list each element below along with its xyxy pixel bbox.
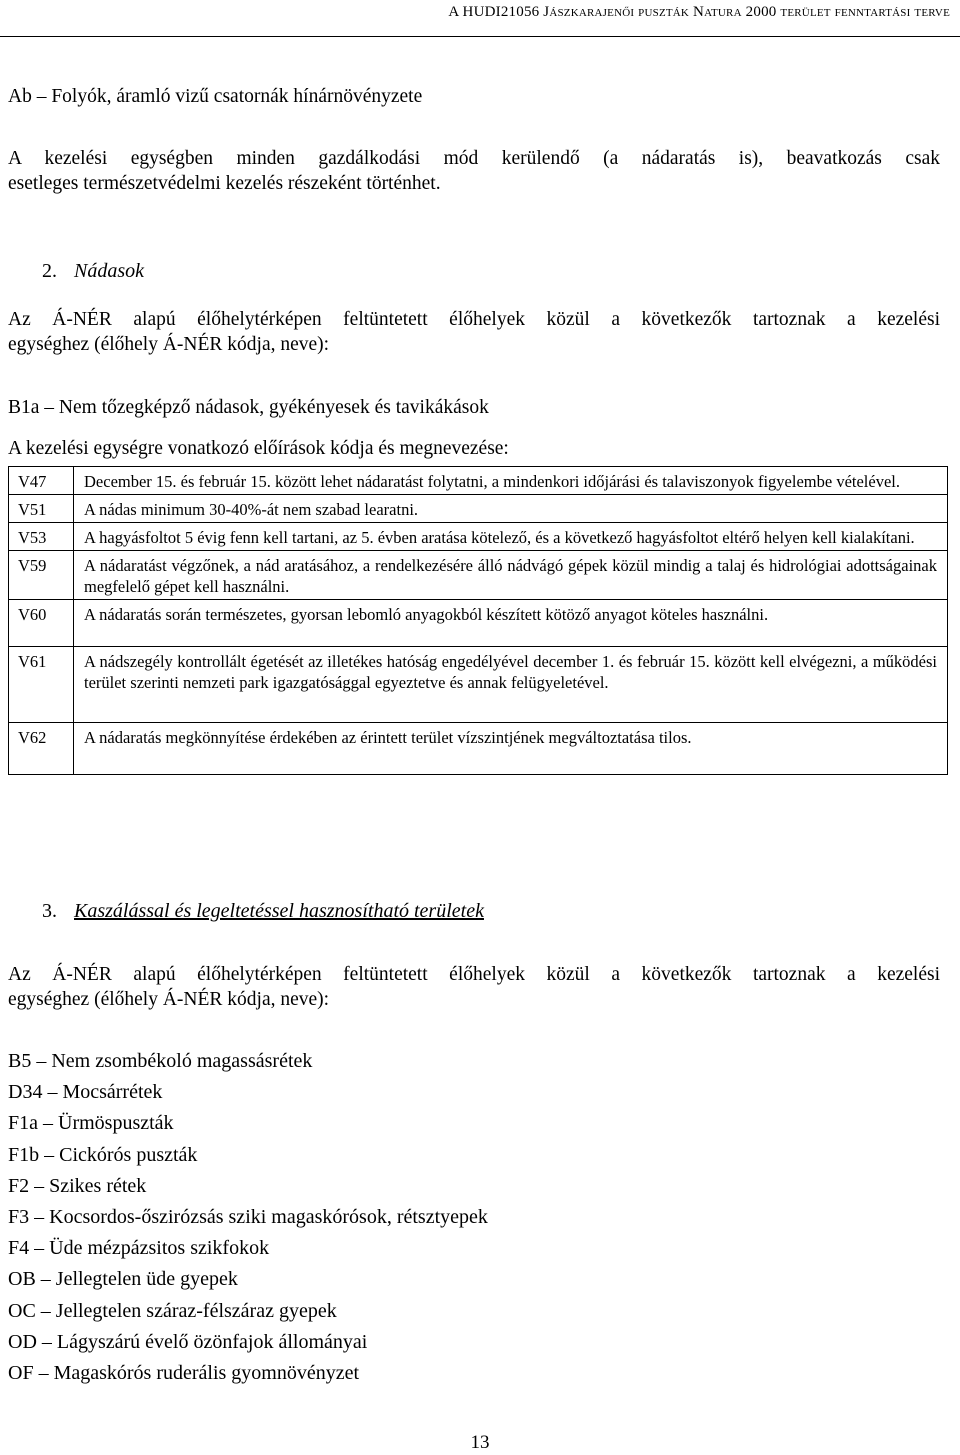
rule-row (9, 495, 948, 523)
rules-table (8, 466, 948, 775)
rule-row (9, 723, 948, 775)
section3-intro-line2: egységhez (élőhely Á-NÉR kódja, neve): (8, 989, 330, 1010)
section2-number: 2. (42, 260, 57, 282)
habitat-code-title: Ab – Folyók, áramló vizű csatornák hínárnövényzete (8, 86, 423, 107)
rule-row (9, 600, 948, 647)
rule-code: V60 (9, 600, 74, 647)
section3-habitat-list (8, 1047, 488, 1390)
rule-description: A hagyásfoltot 5 évig fenn kell tartani, az 5. évben aratása kötelező, és a következő hagyásfoltot eltérő helyen kell kialakítani. (74, 523, 948, 551)
habitat-list-item: B5 – Nem zsombékoló magassásrétek (8, 1050, 313, 1072)
rule-description: A nádas minimum 30-40%-át nem szabad learatni. (74, 495, 948, 523)
header-title: A HUDI21056 Jászkarajenői puszták Natura 2000 terület fenntartási terve (448, 4, 950, 20)
rule-code: V51 (9, 495, 74, 523)
section3-number: 3. (42, 900, 57, 922)
section2-habitat: B1a – Nem tőzegképző nádasok, gyékényesek és tavikákások (8, 397, 489, 418)
habitat-list-item: OD – Lágyszárú évelő özönfajok állományai (8, 1330, 368, 1353)
rule-code: V59 (9, 551, 74, 600)
habitat-list-item: OF – Magaskórós ruderális gyomnövényzet (8, 1361, 360, 1384)
rule-code: V47 (9, 467, 74, 495)
habitat-list-item: OC – Jellegtelen száraz-félszáraz gyepek (8, 1299, 337, 1322)
rules-heading: A kezelési egységre vonatkozó előírások kódja és megnevezése: (8, 438, 509, 459)
section2-intro-line2: egységhez (élőhely Á-NÉR kódja, neve): (8, 334, 330, 355)
section2-title: Nádasok (74, 260, 144, 282)
section3-heading (42, 900, 484, 923)
rule-row (9, 523, 948, 551)
section3-intro (8, 962, 940, 1012)
rule-description: A nádaratást végzőnek, a nád aratásához, a rendelkezésére álló nádvágó gépek közül mindig a talaj és hidrológiai adottságainak megfelelő gépet kell használni. (74, 551, 948, 600)
rule-description: December 15. és február 15. között lehet nádaratást folytatni, a mindenkori időjárási és talaviszonyok figyelembe vételével. (74, 467, 948, 495)
page-header (0, 0, 960, 37)
rule-code: V53 (9, 523, 74, 551)
section3-title: Kaszálással és legeltetéssel hasznosítható területek (74, 900, 484, 922)
rule-description: A nádaratás során természetes, gyorsan lebomló anyagokból készített kötöző anyagot köteles használni. (74, 600, 948, 647)
section2-intro-line1: Az Á-NÉR alapú élőhelytérképen feltüntetett élőhelyek közül a következők tartoznak a kezelési (8, 309, 940, 330)
section3-intro-line1: Az Á-NÉR alapú élőhelytérképen feltüntetett élőhelyek közül a következők tartoznak a kezelési (8, 964, 940, 985)
rule-description: A nádszegély kontrollált égetését az illetékes hatóság engedélyével december 1. és február 15. között kell elvégezni, a működési terület szerinti nemzeti park igazgatósággal egyeztetve és annak felügyeletével. (74, 647, 948, 723)
habitat-list-item: F2 – Szikes rétek (8, 1174, 147, 1197)
section1-para-line1: A kezelési egységben minden gazdálkodási mód kerülendő (a nádaratás is), beavatkozás csak (8, 148, 940, 169)
rule-row (9, 647, 948, 723)
rule-code: V62 (9, 723, 74, 775)
habitat-list-item: F4 – Üde mézpázsitos szikfokok (8, 1237, 270, 1260)
section2-intro (8, 307, 940, 357)
page-number: 13 (470, 1432, 490, 1453)
rule-row (9, 467, 948, 495)
habitat-list-item: F3 – Kocsordos-őszirózsás sziki magaskórósok, rétsztyepek (8, 1205, 488, 1228)
section1-paragraph (8, 146, 940, 196)
section2-heading (42, 260, 144, 283)
habitat-list-item: F1b – Cickórós puszták (8, 1143, 198, 1166)
rule-code: V61 (9, 647, 74, 723)
habitat-list-item: OB – Jellegtelen üde gyepek (8, 1268, 238, 1291)
habitat-list-item: F1a – Ürmöspuszták (8, 1112, 174, 1135)
habitat-list-item: D34 – Mocsárrétek (8, 1081, 163, 1104)
section1-para-line2: esetleges természetvédelmi kezelés részeként történhet. (8, 173, 441, 194)
rule-row (9, 551, 948, 600)
rule-description: A nádaratás megkönnyítése érdekében az érintett terület vízszintjének megváltoztatása tilos. (74, 723, 948, 775)
